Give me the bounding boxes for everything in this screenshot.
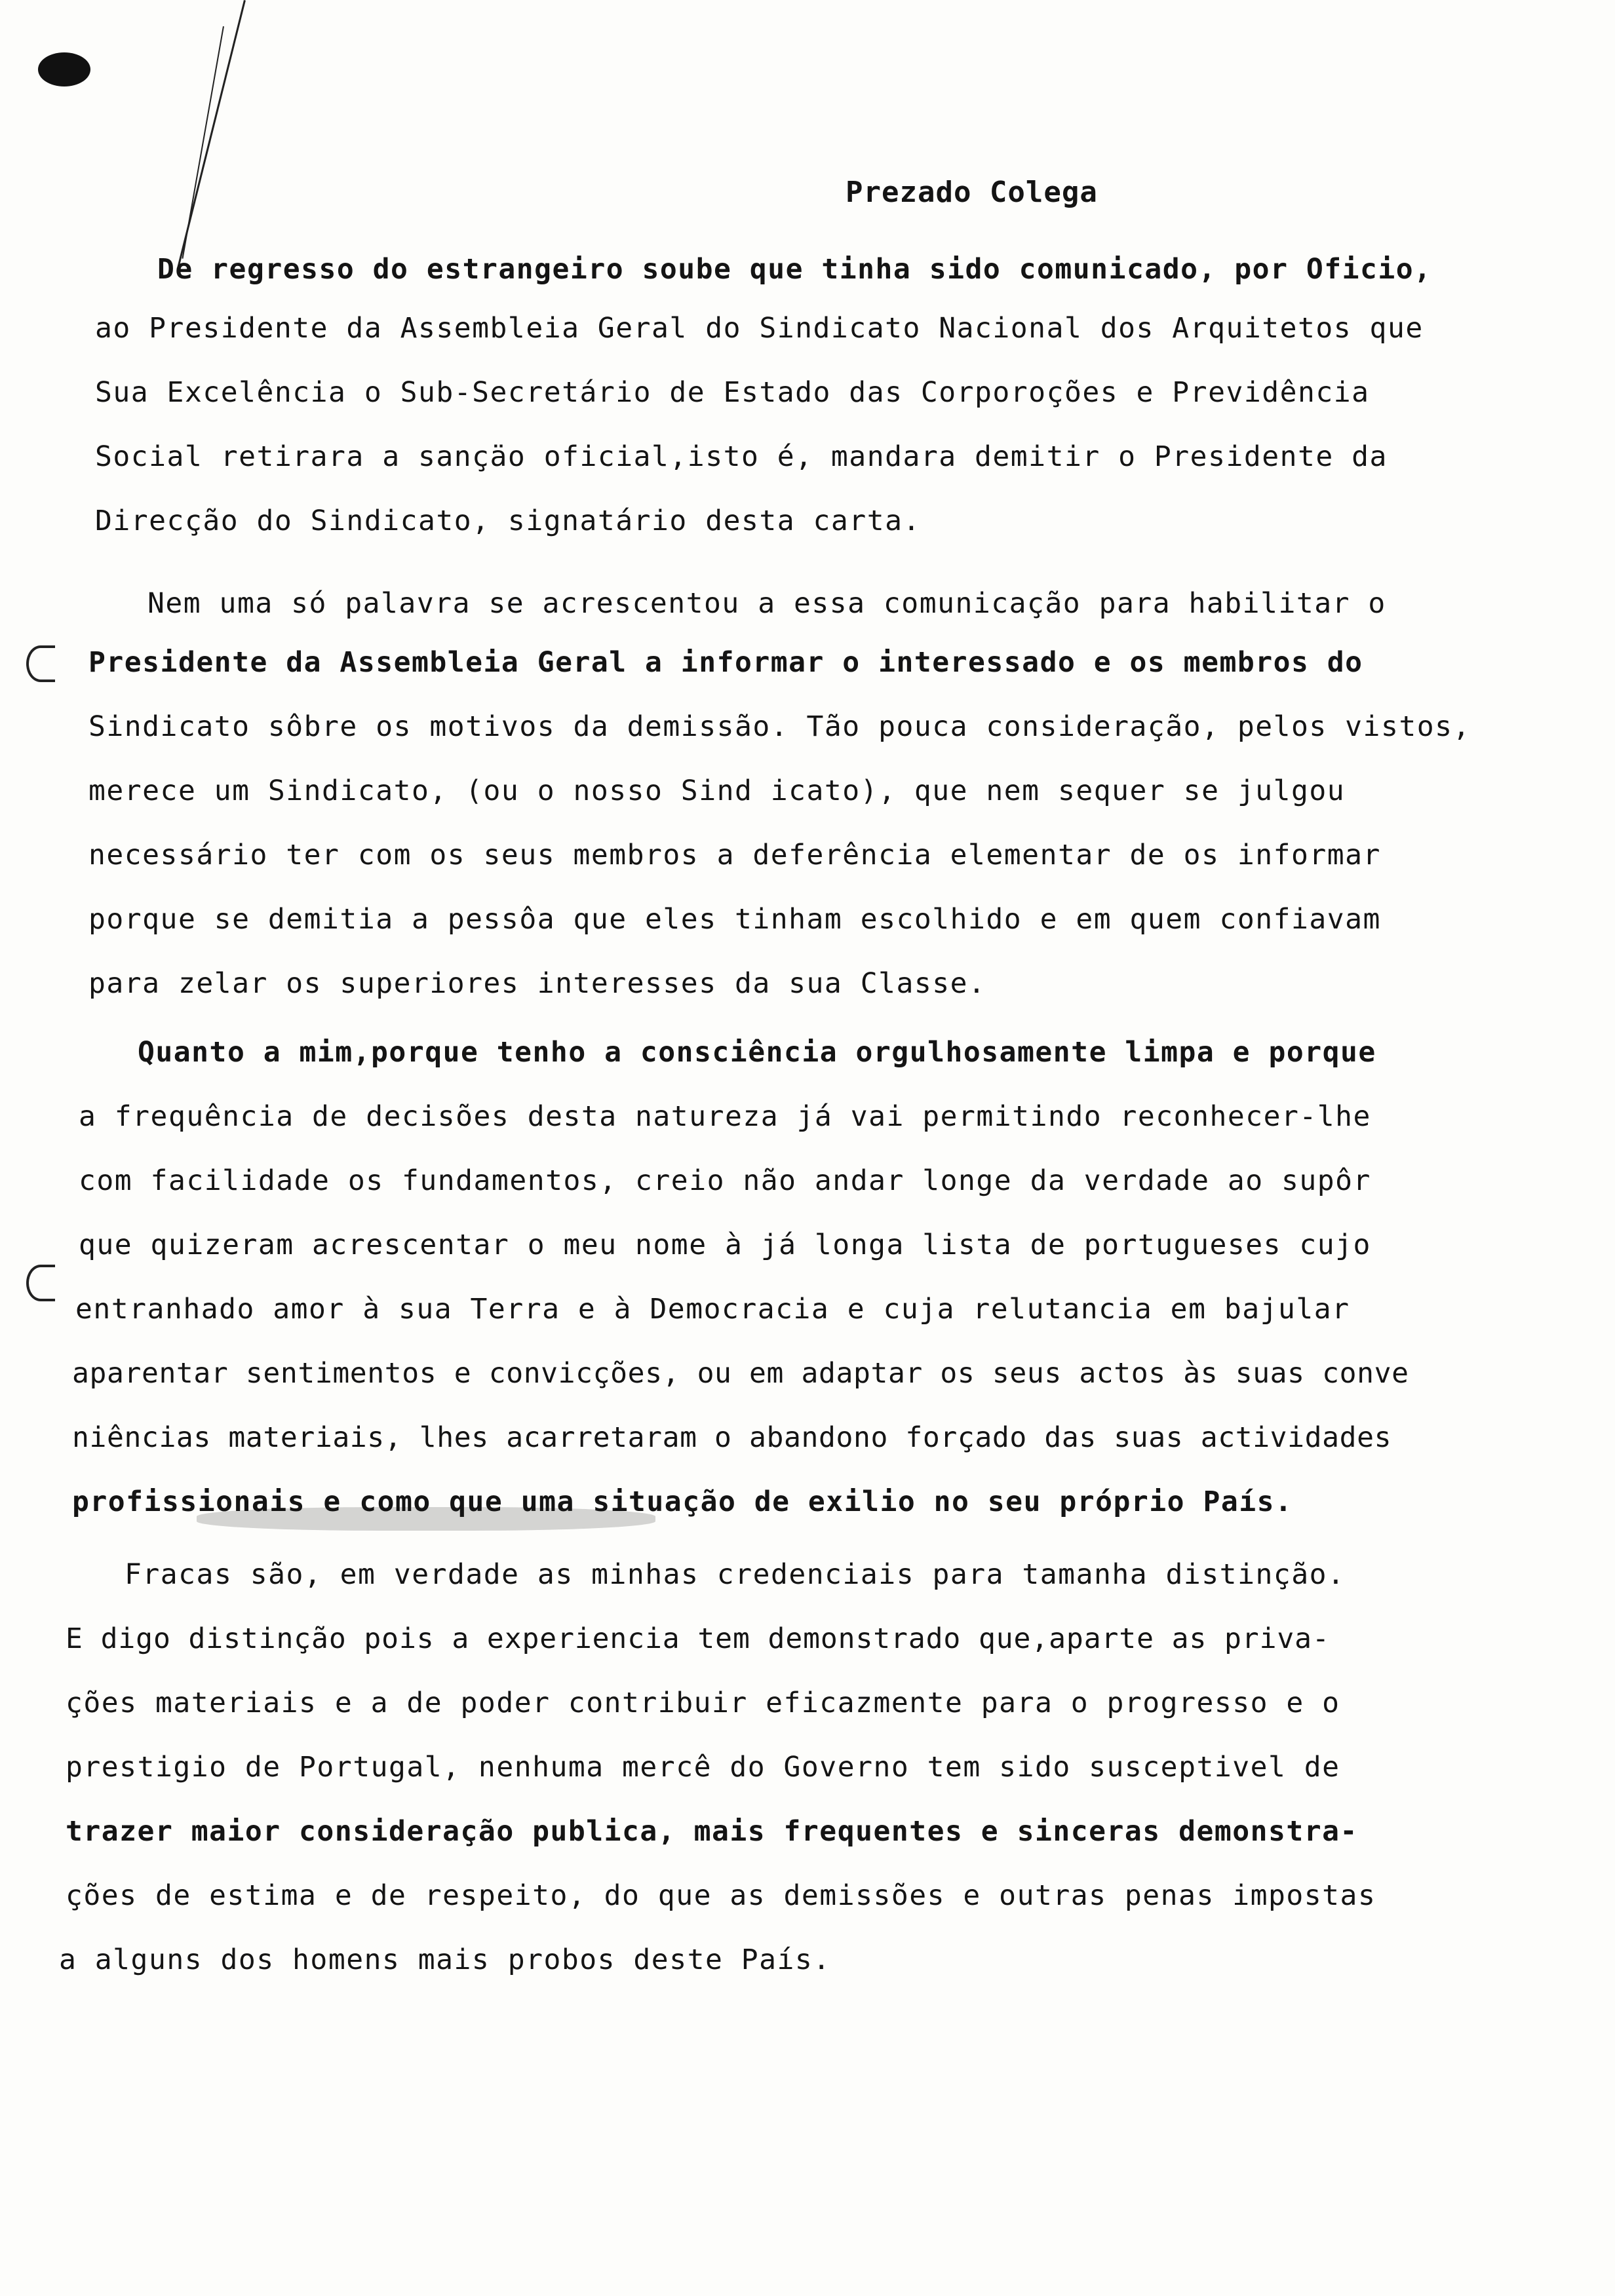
letter-line: aparentar sentimentos e convicções, ou em adaptar os seus actos às suas conve [72,1357,1409,1390]
letter-line: com facilidade os fundamentos, creio não andar longe da verdade ao supôr [79,1164,1371,1197]
letter-line: profissionais e como que uma situação de exilio no seu próprio País. [72,1485,1293,1518]
letter-line: ções materiais e a de poder contribuir eficazmente para o progresso e o [66,1687,1340,1719]
hole-punch-mark [26,645,55,682]
letter-line: que quizeram acrescentar o meu nome à já longa lista de portugueses cujo [79,1229,1371,1261]
letter-line: niências materiais, lhes acarretaram o abandono forçado das suas actividades [72,1421,1392,1454]
letter-line: merece um Sindicato, (ou o nosso Sind icato), que nem sequer se julgou [88,775,1346,807]
letter-line: Direcção do Sindicato, signatário desta carta. [95,505,921,537]
letter-line: Quanto a mim,porque tenho a consciência orgulhosamente limpa e porque [138,1036,1376,1069]
letter-line: a frequência de decisões desta natureza já vai permitindo reconhecer-lhe [79,1100,1371,1133]
letter-line: Fracas são, em verdade as minhas credenciais para tamanha distinção. [125,1558,1346,1591]
letter-salutation: Prezado Colega [846,176,1098,209]
letter-line: trazer maior consideração publica, mais frequentes e sinceras demonstra- [66,1815,1358,1848]
letter-line: Presidente da Assembleia Geral a informar o interessado e os membros do [88,646,1363,679]
letter-line: para zelar os superiores interesses da sua Classe. [88,967,986,1000]
letter-line: prestigio de Portugal, nenhuma mercê do Governo tem sido susceptivel de [66,1751,1340,1784]
letter-line: Sua Excelência o Sub-Secretário de Estado das Corporoções e Previdência [95,376,1370,409]
letter-line: a alguns dos homens mais probos deste País. [59,1943,831,1976]
ink-blot [38,52,90,86]
letter-line: porque se demitia a pessôa que eles tinham escolhido e em quem confiavam [88,903,1381,936]
letter-line: De regresso do estrangeiro soube que tinha sido comunicado, por Oficio, [157,253,1432,286]
letter-line: Sindicato sôbre os motivos da demissão. Tão pouca consideração, pelos vistos, [88,710,1471,743]
letter-line: Nem uma só palavra se acrescentou a essa comunicação para habilitar o [147,587,1386,620]
letter-line: ao Presidente da Assembleia Geral do Sindicato Nacional dos Arquitetos que [95,312,1424,345]
letter-line: E digo distinção pois a experiencia tem demonstrado que,aparte as priva- [66,1622,1330,1655]
pen-stroke [182,26,224,259]
letter-line: Social retirara a sançäo oficial,isto é, mandara demitir o Presidente da [95,440,1388,473]
letter-line: necessário ter com os seus membros a deferência elementar de os informar [88,839,1381,871]
letter-line: ções de estima e de respeito, do que as demissões e outras penas impostas [66,1879,1376,1912]
letter-line: entranhado amor à sua Terra e à Democracia e cuja relutancia em bajular [75,1293,1350,1326]
hole-punch-mark [26,1265,55,1301]
